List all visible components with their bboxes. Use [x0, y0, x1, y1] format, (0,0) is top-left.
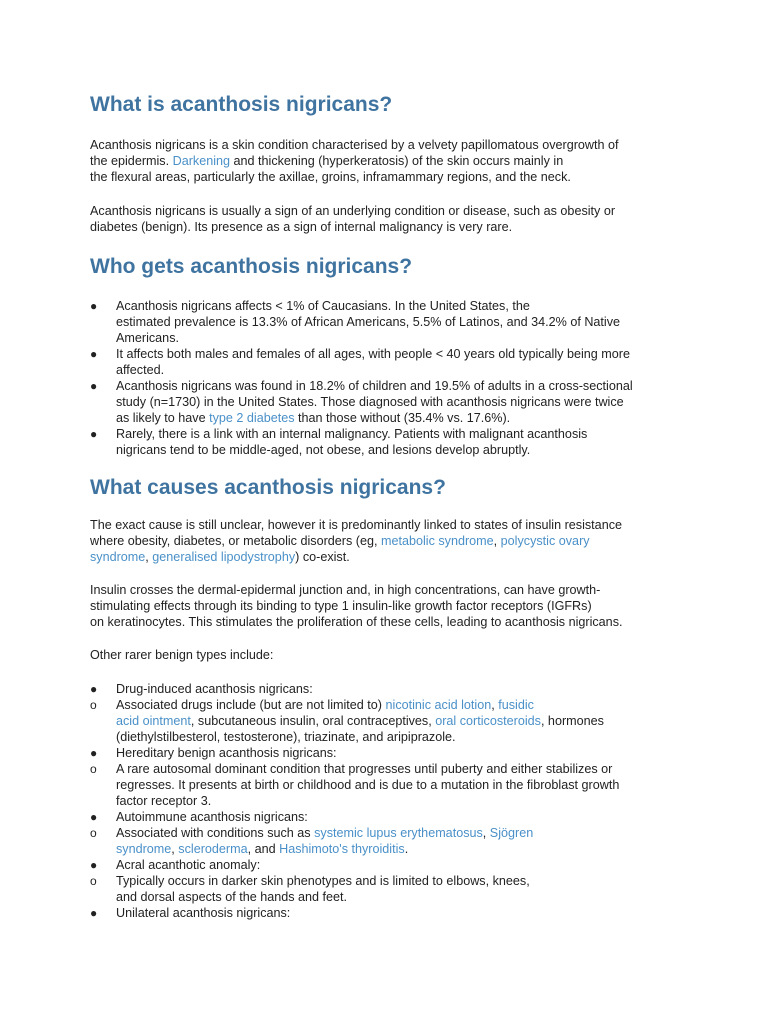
link-fusidic-acid-ointment-cont[interactable]: acid ointment [116, 714, 191, 728]
bullet-marker: ● [90, 682, 98, 696]
bullet-marker: ● [90, 299, 98, 313]
heading-what-causes: What causes acanthosis nigricans? [90, 476, 446, 499]
link-polycystic-ovary-syndrome-cont[interactable]: syndrome [90, 550, 146, 564]
link-fusidic-acid-ointment[interactable]: fusidic [498, 698, 534, 712]
link-generalised-lipodystrophy[interactable]: generalised lipodystrophy [152, 550, 296, 564]
link-nicotinic-acid-lotion[interactable]: nicotinic acid lotion [385, 698, 492, 712]
list-subitem: o Typically occurs in darker skin phenotypes and is limited to elbows, knees, and dorsal aspects of the hands and feet. [90, 874, 530, 904]
circle-marker: o [90, 762, 97, 776]
circle-marker: o [90, 874, 97, 888]
list-item: ● Acral acanthotic anomaly: [90, 858, 261, 872]
link-systemic-lupus-erythematosus[interactable]: systemic lupus erythematosus [314, 826, 483, 840]
list-benign-types [70, 681, 690, 921]
bullet-marker: ● [90, 427, 98, 441]
list-item: ● Hereditary benign acanthosis nigricans: [90, 746, 337, 760]
link-metabolic-syndrome[interactable]: metabolic syndrome [380, 534, 494, 548]
list-item: ● Unilateral acanthosis nigricans: [90, 906, 291, 920]
paragraph-insulin: Insulin crosses the dermal-epidermal junction and, in high concentrations, can have growth- stimulating effects through its binding to type 1 insulin-like growth factor receptors (IGFRs) on keratinocytes. This stimulates the proliferation of these cells, leading to acanthosis nigricans. [90, 583, 623, 629]
paragraph-underlying-condition: Acanthosis nigricans is usually a sign of an underlying condition or disease, such as obesity or diabetes (benign). Its presence as a sign of internal malignancy is very rare. [90, 204, 616, 234]
link-scleroderma[interactable]: scleroderma [178, 842, 248, 856]
link-darkening[interactable]: Darkening [172, 154, 231, 168]
list-item: ● Drug-induced acanthosis nigricans: [90, 682, 313, 696]
bullet-marker: ● [90, 858, 98, 872]
link-type-2-diabetes[interactable]: type 2 diabetes [209, 411, 295, 425]
list-item: ● Acanthosis nigricans affects < 1% of Caucasians. In the United States, the estimated prevalence is 13.3% of African Americans, 5.5% of Latinos, and 34.2% of Native Americans. [90, 299, 621, 345]
list-item: ● Autoimmune acanthosis nigricans: [90, 810, 308, 824]
heading-who-gets: Who gets acanthosis nigricans? [90, 255, 413, 278]
link-hashimotos-thyroiditis[interactable]: Hashimoto's thyroiditis [279, 842, 405, 856]
link-oral-corticosteroids[interactable]: oral corticosteroids [435, 714, 541, 728]
bullet-marker: ● [90, 347, 98, 361]
circle-marker: o [90, 698, 97, 712]
list-item: ● Acanthosis nigricans was found in 18.2% of children and 19.5% of adults in a cross-sectional study (n=1730) in the United States. Those diagnosed with acanthosis nigricans were twice as likely to have type 2 diabetes than those without (35.4% vs. 17.6%). [90, 379, 633, 425]
link-sjogren-syndrome-cont[interactable]: syndrome [116, 842, 172, 856]
bullet-marker: ● [90, 746, 98, 760]
heading-what-is: What is acanthosis nigricans? [90, 93, 393, 116]
list-item: ● Rarely, there is a link with an internal malignancy. Patients with malignant acanthosis nigricans tend to be middle-aged, not obese, and lesions develop abruptly. [90, 427, 588, 457]
paragraph-exact-cause: The exact cause is still unclear, however it is predominantly linked to states of insulin resistance where obesity, diabetes, or metabolic disorders (eg, metabolic syndrome, polycystic ovary syndrome, generalised lipodystrophy) co-exist. [90, 518, 622, 564]
link-sjogren-syndrome[interactable]: Sjögren [489, 826, 534, 840]
list-subitem: o Associated drugs include (but are not limited to) nicotinic acid lotion, fusidic acid ointment, subcutaneous insulin, oral contraceptives, oral corticosteroids, hormones (diethylstilbesterol, testosterone), triazinate, and aripiprazole. [90, 698, 604, 744]
list-subitem: o A rare autosomal dominant condition that progresses until puberty and either stabilizes or regresses. It presents at birth or childhood and is due to a mutation in the fibroblast growth factor receptor 3. [90, 762, 620, 808]
bullet-marker: ● [90, 379, 98, 393]
bullet-marker: ● [90, 810, 98, 824]
paragraph-other-types: Other rarer benign types include: [90, 648, 274, 662]
circle-marker: o [90, 826, 97, 840]
link-polycystic-ovary-syndrome[interactable]: polycystic ovary [500, 534, 590, 548]
list-subitem: o Associated with conditions such as systemic lupus erythematosus, Sjögren syndrome, scleroderma, and Hashimoto's thyroiditis. [90, 826, 534, 856]
paragraph-definition: Acanthosis nigricans is a skin condition characterised by a velvety papillomatous overgrowth of the epidermis. Darkening and thickening (hyperkeratosis) of the skin occurs mainly in the flexural areas, particularly the axillae, groins, inframammary regions, and the neck. [90, 138, 619, 184]
list-who-gets [70, 298, 690, 458]
list-item: ● It affects both males and females of all ages, with people < 40 years old typically being more affected. [90, 347, 630, 377]
bullet-marker: ● [90, 906, 98, 920]
